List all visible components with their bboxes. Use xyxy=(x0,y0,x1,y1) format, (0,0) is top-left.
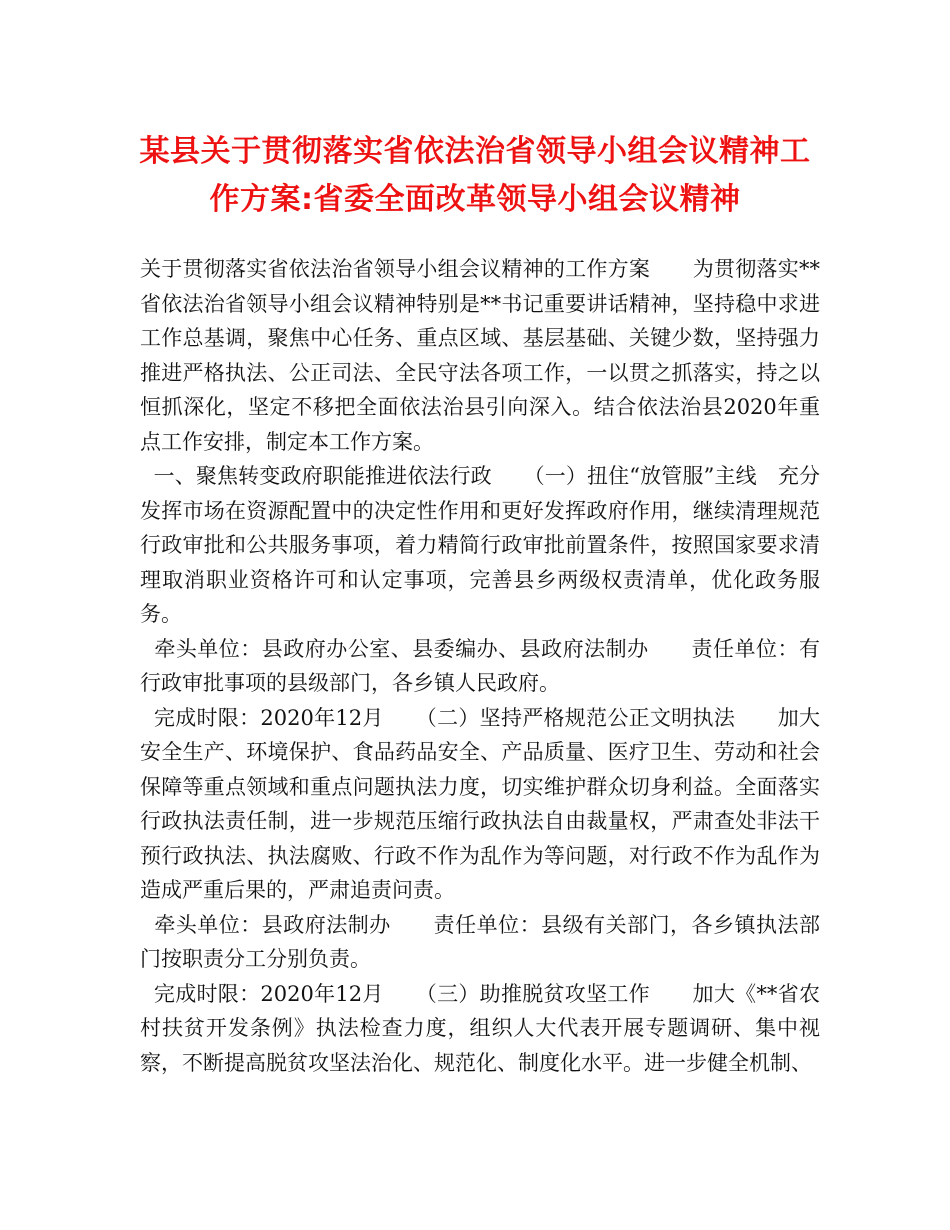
body-paragraph-section-3: 完成时限：2020年12月 （三）助推脱贫攻坚工作 加大《**省农村扶贫开发条例》执法检查力度，组织人大代表开展专题调研、集中视察，不断提高脱贫攻坚法治化、规范化、制度化水平。进一步健全机制、 xyxy=(140,981,820,1075)
body-paragraph-lead-unit-1: 牵头单位：县政府办公室、县委编办、县政府法制办 责任单位：有行政审批事项的县级部门，各乡镇人民政府。 xyxy=(140,636,820,695)
document-body xyxy=(140,252,820,1080)
document-title: 某县关于贯彻落实省依法治省领导小组会议精神工作方案:省委全面改革领导小组会议精神 xyxy=(139,134,811,217)
body-paragraph-intro: 关于贯彻落实省依法治省领导小组会议精神的工作方案 为贯彻落实**省依法治省领导小组会议精神特别是**书记重要讲话精神，坚持稳中求进工作总基调，聚焦中心任务、重点区域、基层基础、关键少数，坚持强力推进严格执法、公正司法、全民守法各项工作，一以贯之抓落实，持之以恒抓深化，坚定不移把全面依法治县引向深入。结合依法治县2020年重点工作安排，制定本工作方案。 xyxy=(140,257,820,454)
body-paragraph-lead-unit-2: 牵头单位：县政府法制办 责任单位：县级有关部门，各乡镇执法部门按职责分工分别负责。 xyxy=(140,912,820,971)
body-paragraph-section-2: 完成时限：2020年12月 （二）坚持严格规范公正文明执法 加大安全生产、环境保护、食品药品安全、产品质量、医疗卫生、劳动和社会保障等重点领域和重点问题执法力度，切实维护群众切身利益。全面落实行政执法责任制，进一步规范压缩行政执法自由裁量权，严肃查处非法干预行政执法、执法腐败、行政不作为乱作为等问题，对行政不作为乱作为造成严重后果的，严肃追责问责。 xyxy=(140,705,820,902)
body-paragraph-section-1: 一、聚焦转变政府职能推进依法行政 （一）扭住“放管服”主线 充分发挥市场在资源配置中的决定性作用和更好发挥政府作用，继续清理规范行政审批和公共服务事项，着力精简行政审批前置条件，按照国家要求清理取消职业资格许可和认定事项，完善县乡两级权责清单，优化政务服务。 xyxy=(140,464,820,626)
